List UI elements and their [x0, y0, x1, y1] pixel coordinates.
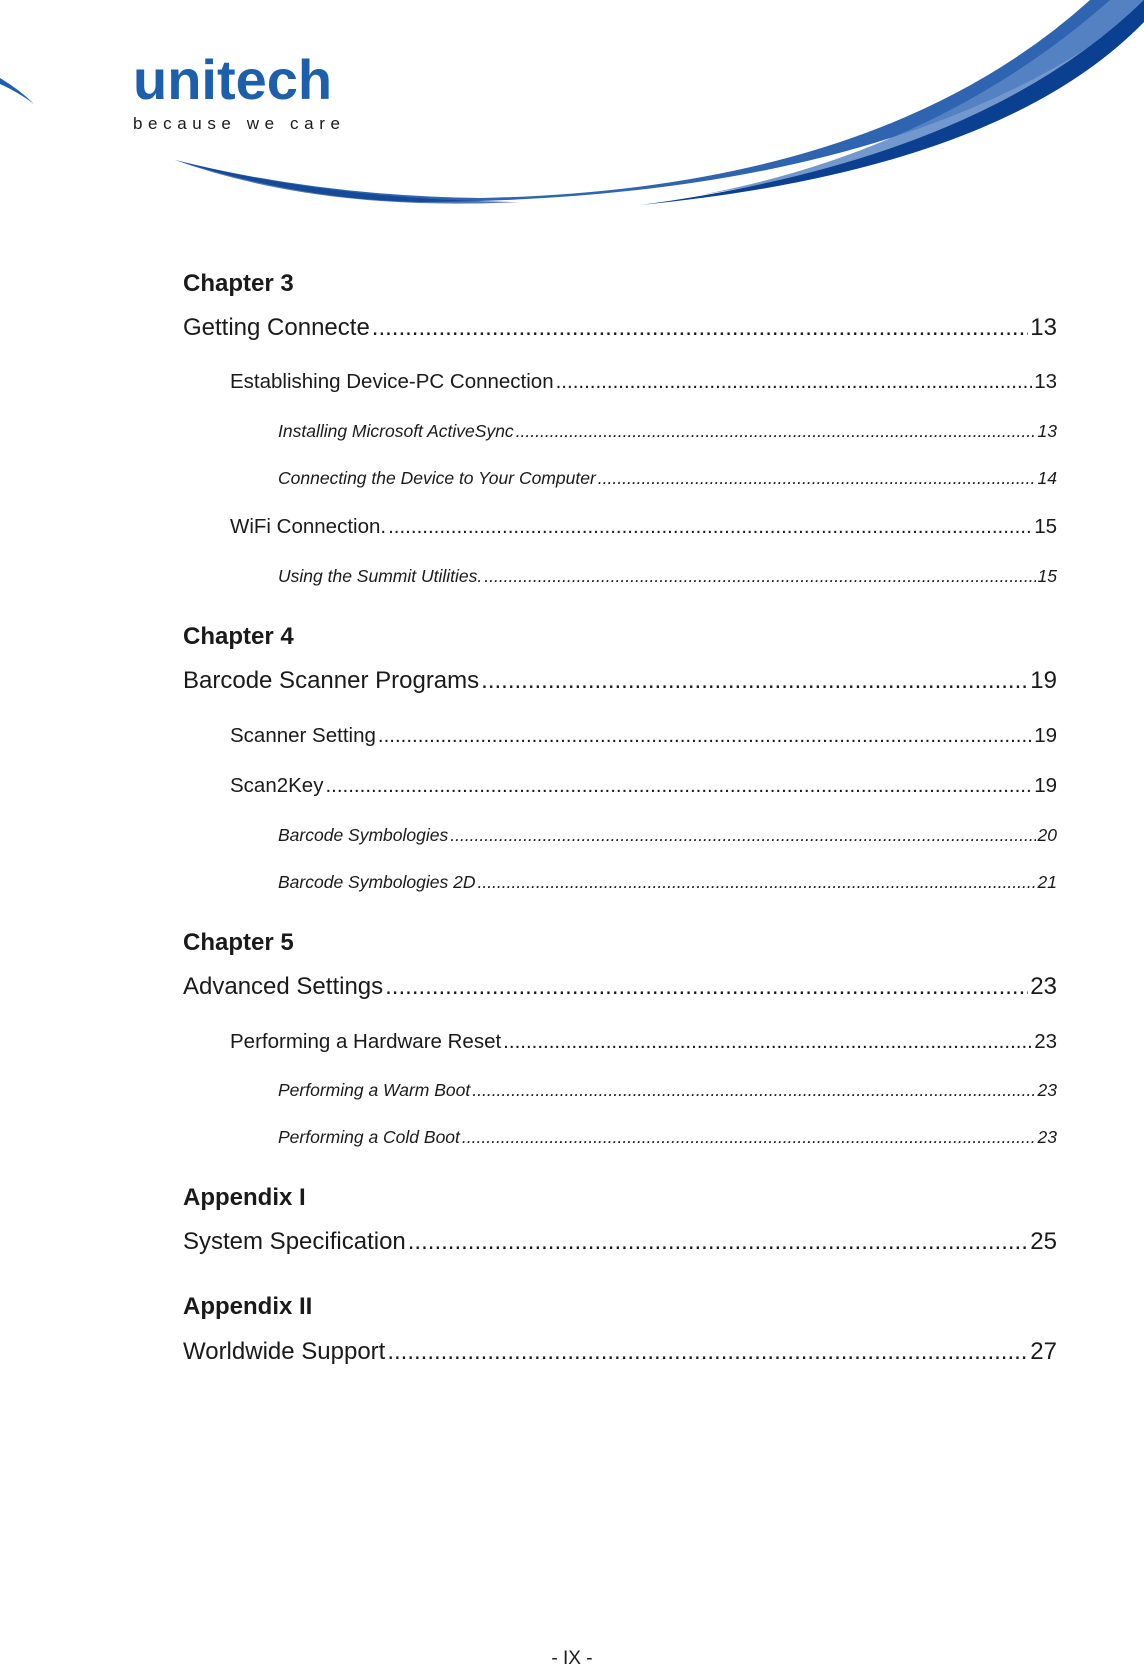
chapter-5-heading: Chapter 5 — [183, 929, 294, 956]
toc-entry-hardware-reset[interactable]: Performing a Hardware Reset ..... 23 — [183, 1030, 1057, 1054]
toc-entry-system-specification[interactable]: System Specification ..... 25 — [183, 1228, 1057, 1256]
toc-entry-getting-connected[interactable]: Getting Connecte ..... 13 — [183, 314, 1057, 342]
toc-entry-warm-boot[interactable]: Performing a Warm Boot ..... 23 — [183, 1080, 1057, 1101]
toc-entry-barcode-scanner-programs[interactable]: Barcode Scanner Programs ..... 19 — [183, 667, 1057, 695]
toc-entry-scanner-setting[interactable]: Scanner Setting ..... 19 — [183, 724, 1057, 748]
appendix-1-heading: Appendix I — [183, 1184, 306, 1211]
chapter-4-heading: Chapter 4 — [183, 623, 294, 650]
toc-entry-worldwide-support[interactable]: Worldwide Support ..... 27 — [183, 1338, 1057, 1366]
toc-entry-connecting-device[interactable]: Connecting the Device to Your Computer ..... 14 — [183, 468, 1057, 489]
toc-entry-cold-boot[interactable]: Performing a Cold Boot ..... 23 — [183, 1127, 1057, 1148]
chapter-3-heading: Chapter 3 — [183, 270, 294, 297]
logo-tagline: because we care — [133, 114, 346, 133]
page-number: - IX - — [551, 1648, 593, 1669]
appendix-2-heading: Appendix II — [183, 1293, 313, 1320]
toc-entry-advanced-settings[interactable]: Advanced Settings ..... 23 — [183, 973, 1057, 1001]
toc-entry-barcode-symbologies[interactable]: Barcode Symbologies ..... 20 — [183, 825, 1057, 846]
toc-entry-scan2key[interactable]: Scan2Key ..... 19 — [183, 774, 1057, 798]
unitech-logo — [133, 48, 346, 134]
toc-entry-summit-utilities[interactable]: Using the Summit Utilities. ..... 15 — [183, 566, 1057, 587]
toc-entry-barcode-symbologies-2d[interactable]: Barcode Symbologies 2D ..... 21 — [183, 872, 1057, 893]
logo-word: unitech — [133, 48, 333, 111]
toc-entry-installing-activesync[interactable]: Installing Microsoft ActiveSync ..... 13 — [183, 421, 1057, 442]
toc-entry-establishing-connection[interactable]: Establishing Device-PC Connection ..... 13 — [183, 370, 1057, 394]
toc-entry-wifi-connection[interactable]: WiFi Connection. ..... 15 — [183, 515, 1057, 539]
